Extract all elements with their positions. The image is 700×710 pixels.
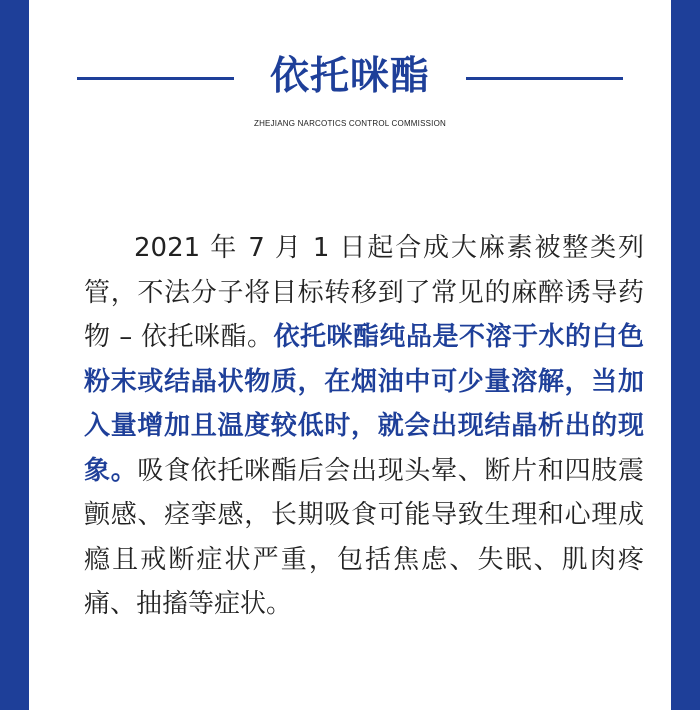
article-text-effects: 吸食依托咪酯后会出现头晕、断片和四肢震颤感、痉挛感，长期吸食可能导致生理和心理成瘾且戒断症状严重，包括焦虑、失眠、肌肉疼痛、抽搐等症状。 bbox=[84, 455, 644, 619]
title-row bbox=[0, 52, 700, 102]
article-paragraph bbox=[84, 226, 644, 627]
page-title: 依托咪酯 bbox=[269, 54, 430, 99]
left-border-bar bbox=[0, 0, 29, 710]
title-line-left bbox=[77, 77, 234, 80]
article-text-highlight: 依托咪酯纯品是不溶于水的白色粉末或结晶状物质，在烟油中可少量溶解，当加入量增加且温度较低时，就会出现结晶析出的现象。 bbox=[84, 322, 644, 486]
title-line-right bbox=[466, 77, 623, 80]
right-border-bar bbox=[671, 0, 700, 710]
article-text-intro: 2021 年 7 月 1 日起合成大麻素被整类列管，不法分子将目标转移到了常见的麻醉诱导药物 – 依托咪酯。 bbox=[84, 233, 644, 352]
page-subtitle: ZHEJIANG NARCOTICS CONTROL COMMISSION bbox=[253, 119, 446, 128]
